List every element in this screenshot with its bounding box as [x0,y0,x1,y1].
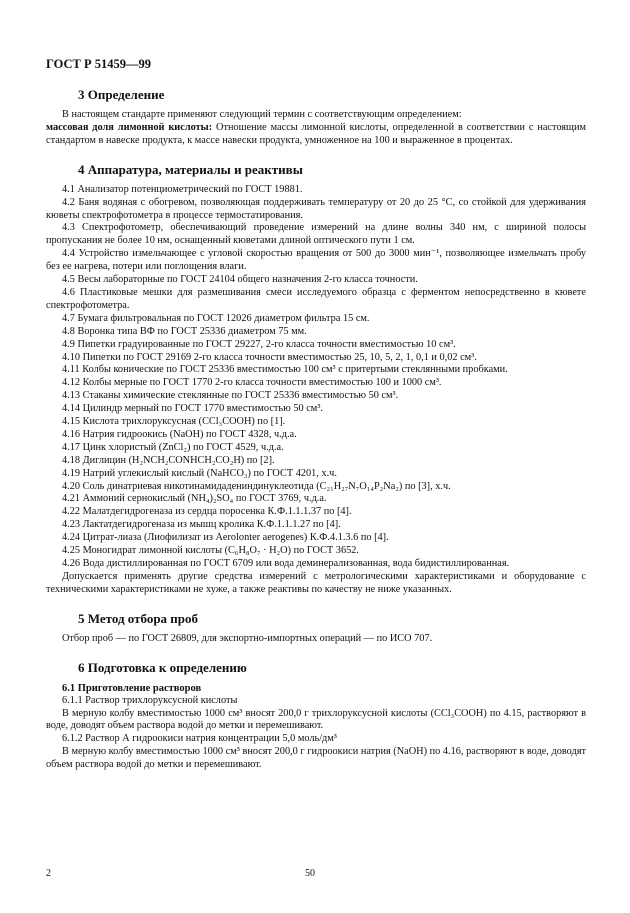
list-item: 4.5 Весы лабораторные по ГОСТ 24104 общего назначения 2-го класса точности. [62,274,418,286]
section-4-title: 4 Аппаратура, материалы и реактивы [78,161,303,177]
list-item: 4.24 Цитрат-лиаза (Лиофилизат из Aerolonter aerogenes) К.Ф.4.1.3.6 по [4]. [62,532,389,544]
paragraph-6-1-1-text: В мерную колбу вместимостью 1000 см³ вносят 200,0 г трихлоруксусной кислоты (CCl₃COOH) по 4.15, растворяют в воде, доводят объем раствора водой до метки и перемешивают. [46,707,586,732]
section-5-text: Отбор проб — по ГОСТ 26809, для экспортно-импортных операций — по ИСО 707. [62,632,433,644]
subsection-6-1-title: 6.1 Приготовление растворов [62,682,202,694]
list-item: 4.19 Натрий углекислый кислый (NaHCO₃) по ГОСТ 4201, х.ч. [62,467,337,479]
paragraph-6-1-2-text: В мерную колбу вместимостью 1000 см³ вносят 200,0 г гидроокиси натрия (NaOH) по 4.16, растворяют в воде, доводят объем раствора водой до метки и перемешивают. [46,746,586,771]
term-definition: Отношение массы лимонной кислоты, определенной в соответствии с настоящим стандартом в навеске продукта, к массе навески продукта, умноженное на 100 и выраженное в процентах. [46,121,586,146]
list-item: 4.26 Вода дистиллированная по ГОСТ 6709 или вода деминерализованная, вода бидистиллированная. [62,558,510,569]
list-item: 4.18 Диглицин (H₂NCH₂CONHCH₂CO₂H) по [2]. [62,454,275,466]
page-number-center: 50 [305,868,315,879]
list-item: 4.13 Стаканы химические стеклянные по ГОСТ 25336 вместимостью 50 см³. [62,390,399,402]
term-label: массовая доля лимонной кислоты: [46,121,213,133]
section-3 [46,87,586,148]
list-item: 4.15 Кислота трихлоруксусная (CCl₃COOH) по [1]. [62,416,286,428]
section-5-title: 5 Метод отбора проб [78,610,199,626]
list-item: 4.14 Цилиндр мерный по ГОСТ 1770 вместимостью 50 см³. [62,403,323,415]
document-body [46,87,586,772]
list-item: 4.4 Устройство измельчающее с угловой скоростью вращения от 500 до 3000 мин⁻¹, позволяющее измельчать пробу без ее нагрева, потери или поглощения влаги. [46,248,586,273]
list-item: 4.22 Малатдегидрогеназа из сердца поросенка К.Ф.1.1.1.37 по [4]. [62,506,352,518]
section-4 [46,162,586,597]
page-number-left: 2 [46,868,51,879]
section-3-intro: В настоящем стандарте применяют следующий термин с соответствующим определением: [62,109,462,120]
list-item: 4.17 Цинк хлористый (ZnCl₂) по ГОСТ 4529, ч.д.а. [62,441,284,453]
list-item: 4.12 Колбы мерные по ГОСТ 1770 2-го класса точности вместимостью 100 и 1000 см³. [62,377,442,389]
section-4-note: Допускается применять другие средства измерений с метрологическими характеристиками и оборудование с техническими характеристиками не хуже, а также реактивы по качеству не ниже указанных. [46,570,586,595]
list-item: 4.16 Натрия гидроокись (NaOH) по ГОСТ 4328, ч.д.а. [62,428,297,440]
paragraph-6-1-2: 6.1.2 Раствор А гидроокиси натрия концентрации 5,0 моль/дм³ [62,733,337,745]
list-item: 4.20 Соль динатриевая никотинамидадениндинуклеотида (C₂₁H₂₇N₇O₁₄P₂Na₂) по [3], х.ч. [62,480,451,492]
list-item: 4.25 Моногидрат лимонной кислоты (C₆H₈O₇ · H₂O) по ГОСТ 3652. [62,545,359,557]
section-5 [46,611,586,646]
list-item: 4.10 Пипетки по ГОСТ 29169 2-го класса точности вместимостью 25, 10, 5, 2, 1, 0,1 и 0,02 см³. [62,351,477,363]
equipment-list [46,184,586,571]
section-3-definition [46,122,586,148]
paragraph-6-1-1: 6.1.1 Раствор трихлоруксусной кислоты [62,694,238,706]
list-item: 4.7 Бумага фильтровальная по ГОСТ 12026 диаметром фильтра 15 см. [62,312,370,324]
list-item: 4.2 Баня водяная с обогревом, позволяющая поддерживать температуру от 20 до 25 °С, со стойкой для удерживания кюветы спектрофотометра в процессе термостатирования. [46,196,586,221]
list-item: 4.1 Анализатор потенциометрический по ГОСТ 19881. [62,183,303,195]
standard-header: ГОСТ Р 51459—99 [46,57,152,71]
section-6 [46,660,586,772]
section-3-title: 3 Определение [78,87,165,102]
list-item: 4.9 Пипетки градуированные по ГОСТ 29227, 2-го класса точности вместимостью 10 см³. [62,338,456,350]
section-6-title: 6 Подготовка к определению [78,659,247,675]
list-item: 4.3 Спектрофотометр, обеспечивающий проведение измерений на длине волны 340 нм, с шириной полосы пропускания не более 10 нм, оснащенный кюветами длиной оптического пути 1 см. [46,222,586,247]
list-item: 4.8 Воронка типа ВФ по ГОСТ 25336 диаметром 75 мм. [62,325,307,337]
list-item: 4.23 Лактатдегидрогеназа из мышц кролика К.Ф.1.1.1.27 по [4]. [62,519,341,531]
list-item: 4.11 Колбы конические по ГОСТ 25336 вместимостью 100 см³ с притертыми стеклянными пробками. [62,364,508,376]
list-item: 4.6 Пластиковые мешки для размешивания смеси исследуемого образца с ферментом непосредственно в кювете спектрофотометра. [46,286,586,311]
list-item: 4.21 Аммоний сернокислый (NH₄)₂SO₄ по ГОСТ 3769, ч.д.а. [62,493,327,505]
